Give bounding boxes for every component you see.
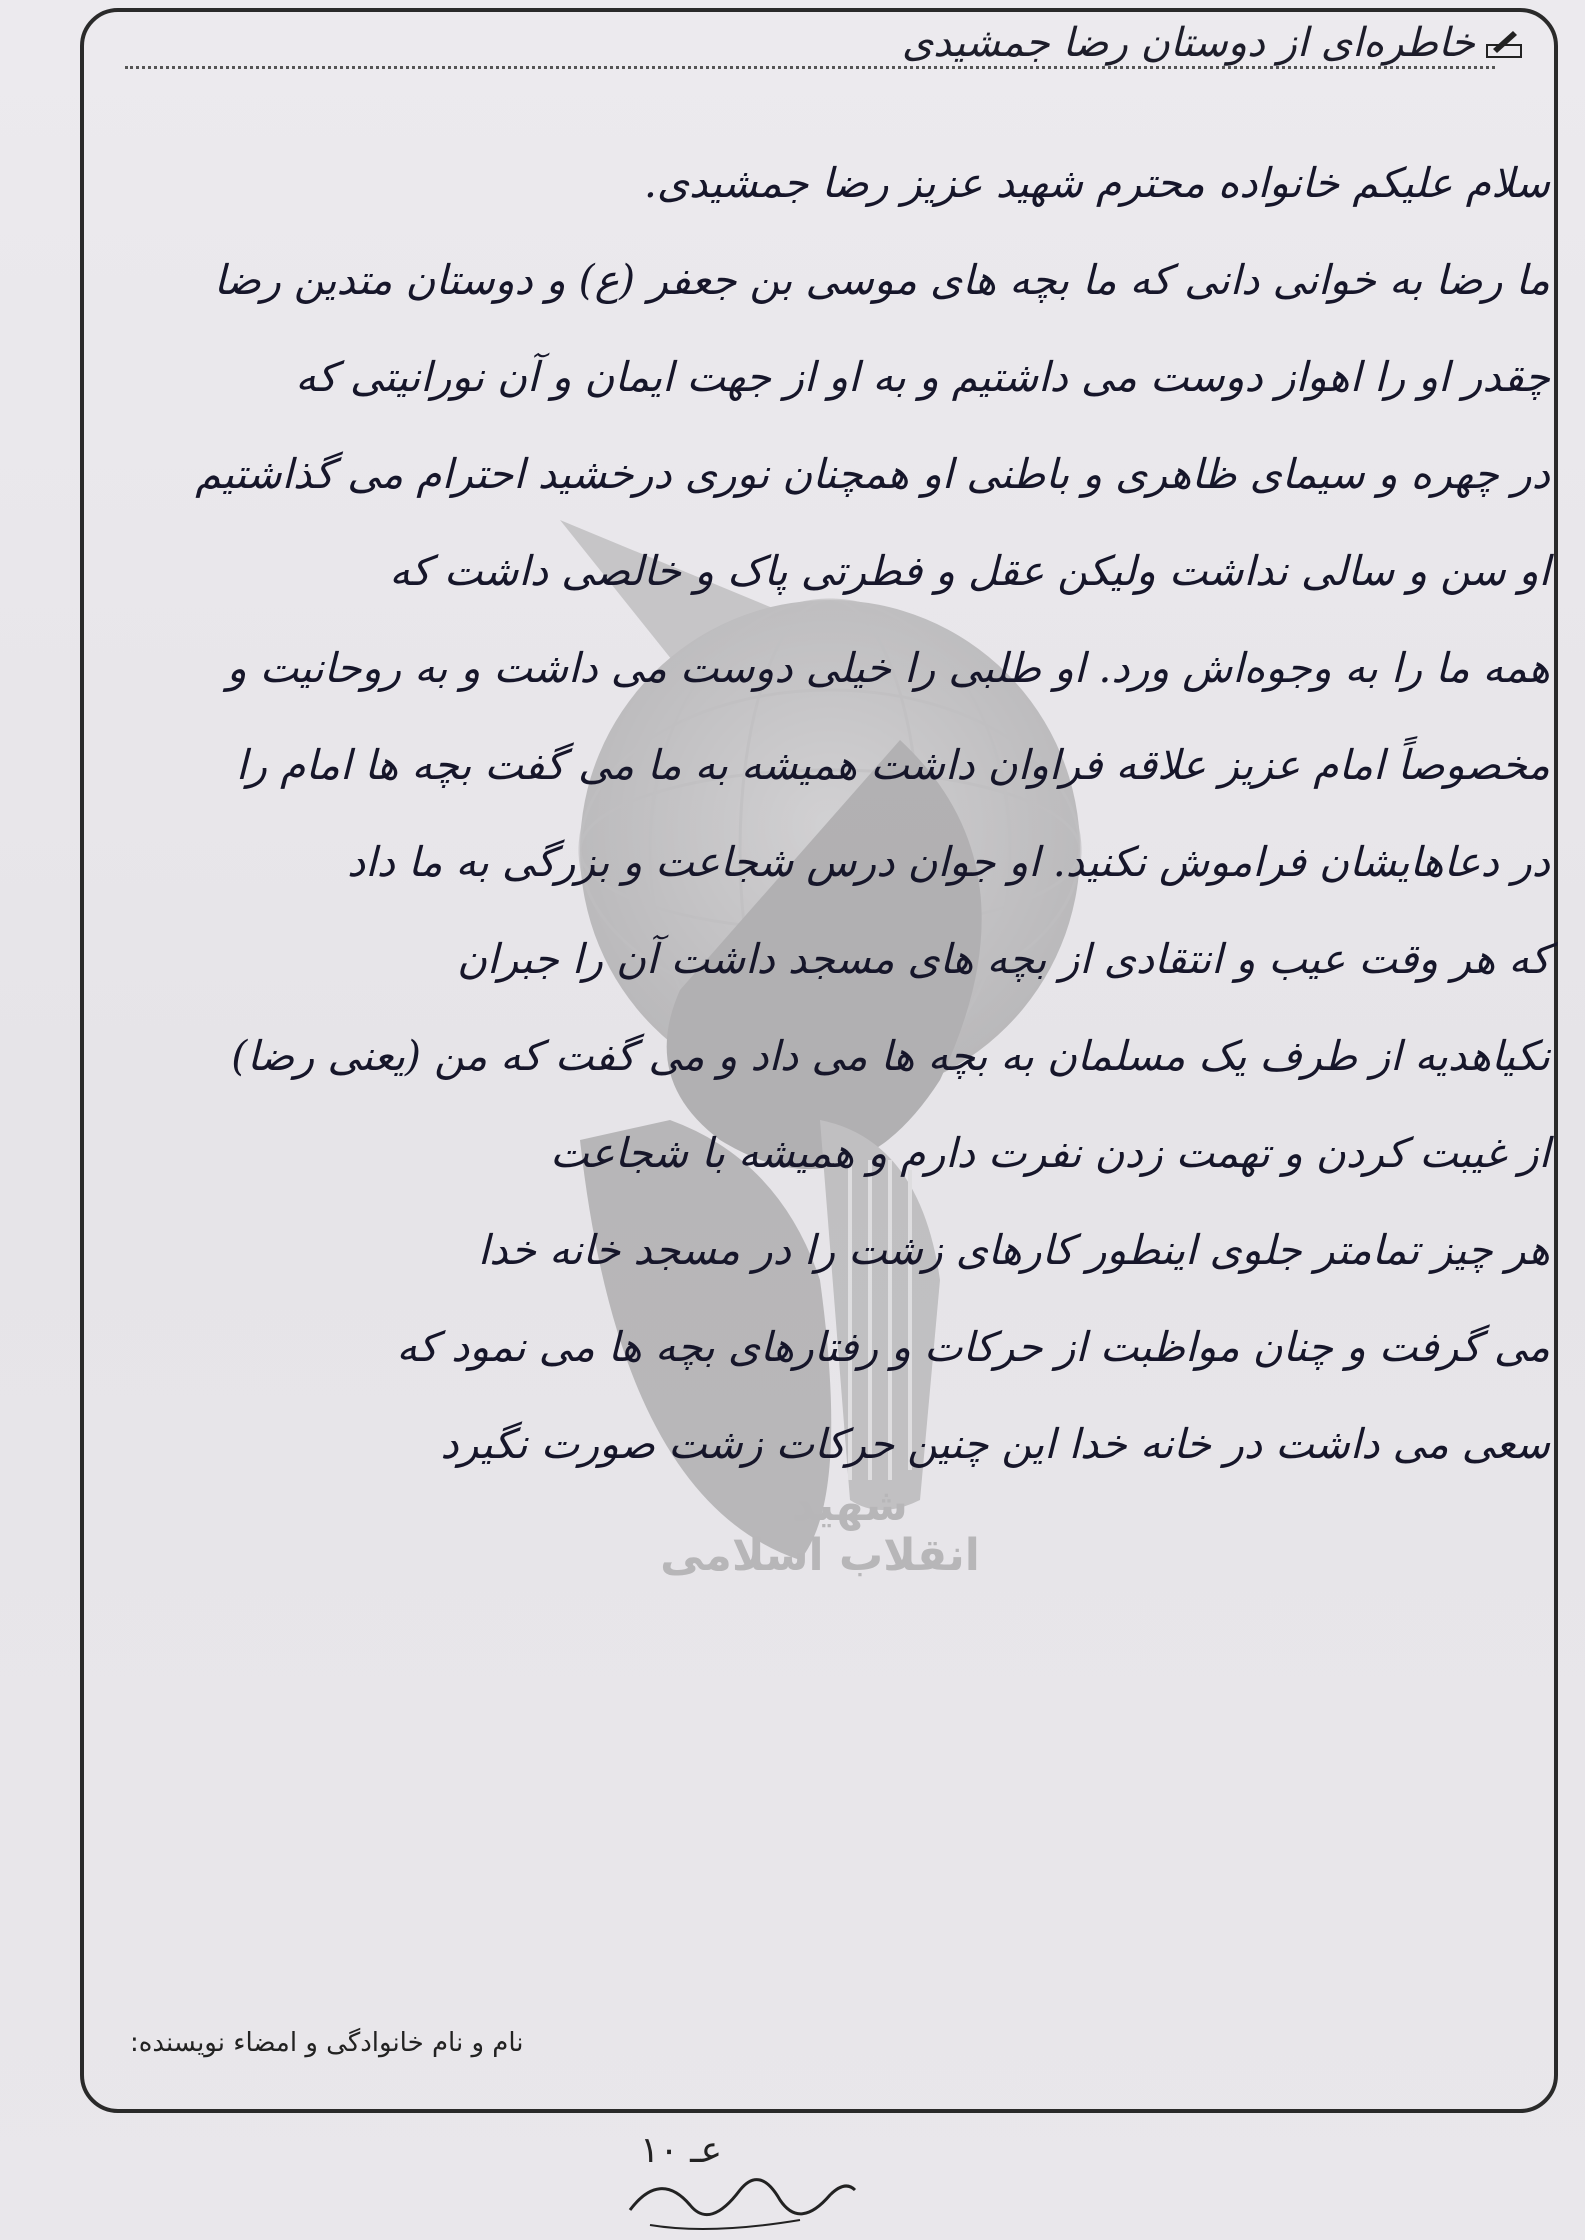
letter-line: که هر وقت عیب و انتقادی از بچه های مسجد داشت آن را جبران <box>456 935 1550 983</box>
letter-line: ما رضا به خوانی دانی که ما بچه های موسی بن جعفر (ع) و دوستان متدین رضا <box>213 256 1550 304</box>
letter-line: چقدر او را اهواز دوست می داشتیم و به او از جهت ایمان و آن نورانیتی که <box>295 353 1550 401</box>
handwritten-signature <box>620 2150 860 2240</box>
letter-line: در چهره و سیمای ظاهری و باطنی او همچنان نوری درخشید احترام می گذاشتیم <box>195 450 1550 498</box>
letter-line: هر چیز تمامتر جلوی اینطور کارهای زشت را در مسجد خانه خدا <box>477 1226 1550 1274</box>
watermark-line2: انقلاب اسلامی <box>660 1530 980 1580</box>
title-dotted-line <box>125 66 1495 69</box>
page-title: خاطره‌ای از دوستان رضا جمشیدی <box>901 20 1475 66</box>
letter-line: سلام علیکم خانواده محترم شهید عزیز رضا جمشیدی. <box>643 159 1550 207</box>
page-header <box>902 20 1525 66</box>
letter-line: او سن و سالی نداشت ولیکن عقل و فطرتی پاک و خالصی داشت که <box>389 547 1550 595</box>
pen-writing-icon <box>1485 27 1525 59</box>
letter-line: مخصوصاً امام عزیز علاقه فراوان داشت همیشه به ما می گفت بچه ها امام را <box>235 741 1550 789</box>
watermark-line1: شهید <box>792 1480 908 1531</box>
letter-line: نکیاهدیه از طرف یک مسلمان به بچه ها می داد و می گفت که من (یعنی رضا) <box>231 1032 1550 1080</box>
letter-line: می گرفت و چنان مواظبت از حرکات و رفتارهای بچه ها می نمود که <box>396 1323 1550 1371</box>
letter-body <box>70 135 1550 1493</box>
letter-line: سعی می داشت در خانه خدا این چنین حرکات زشت صورت نگیرد <box>440 1420 1550 1468</box>
letter-line: در دعاهایشان فراموش نکنید. او جوان درس شجاعت و بزرگی به ما داد <box>347 838 1550 886</box>
author-signature-label: نام و نام خانوادگی و امضاء نویسنده: <box>130 2028 524 2058</box>
page-number: عـ ۱۰ <box>640 2130 723 2171</box>
letter-line: از غیبت کردن و تهمت زدن نفرت دارم و همیشه با شجاعت <box>550 1129 1550 1177</box>
letter-line: همه ما را به وجوه‌اش ورد. او طلبی را خیلی دوست می داشت و به روحانیت و <box>226 644 1550 692</box>
